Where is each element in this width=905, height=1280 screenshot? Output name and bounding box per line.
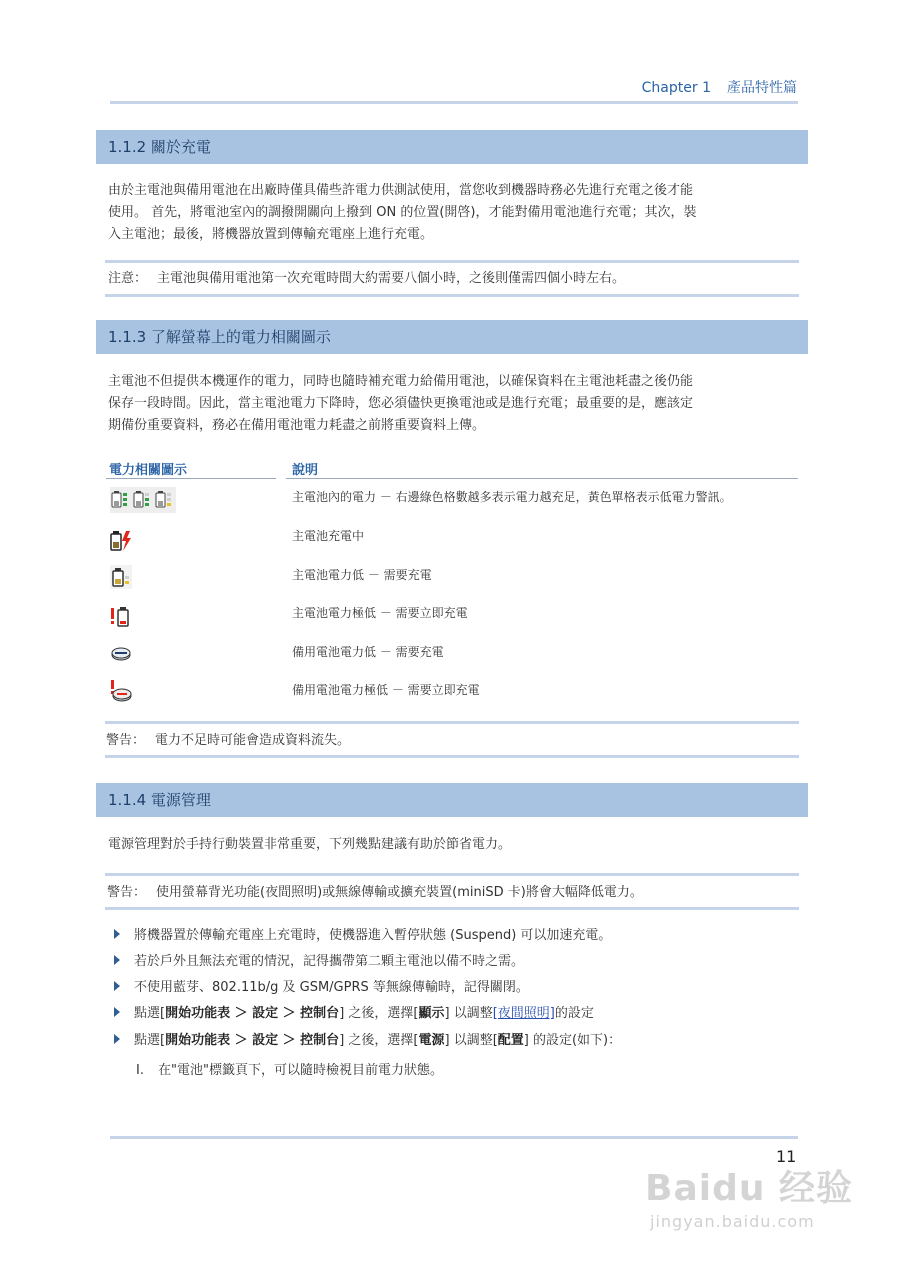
menu-path: 開始功能表 ＞ 設定 ＞ 控制台 xyxy=(165,1006,340,1021)
battery-very-low-icon xyxy=(110,605,132,633)
sub-list-item xyxy=(136,1059,443,1078)
battery-levels-icon xyxy=(110,487,176,517)
watermark-url: jingyan.baidu.com xyxy=(650,1212,815,1231)
section-1-1-3-body xyxy=(108,371,800,437)
bullet-text: ] 之後，選擇[ xyxy=(339,1033,419,1048)
battery-charging-icon xyxy=(110,529,132,557)
header-rule xyxy=(110,101,798,104)
bullet-text: 的設定 xyxy=(554,1006,594,1021)
watermark-logo: Baidu 经验 xyxy=(645,1168,854,1209)
table-header-desc: 說明 xyxy=(292,463,319,478)
body-line: 入主電池；最後，將機器放置到傳輸充電座上進行充電。 xyxy=(108,227,434,242)
bullet-arrow-icon xyxy=(114,929,120,939)
row-desc: 備用電池電力低 － 需要充電 xyxy=(292,645,444,659)
section-title-1-1-4: 1.1.4 電源管理 xyxy=(96,783,808,817)
backup-battery-low-icon xyxy=(110,642,132,668)
menu-item: 配置 xyxy=(497,1033,524,1048)
section-1-1-4-intro: 電源管理對於手持行動裝置非常重要，下列幾點建議有助於節省電力。 xyxy=(108,837,512,852)
bullet-text: 點選[ xyxy=(134,1033,166,1048)
page-number: 11 xyxy=(776,1147,797,1166)
row-desc: 主電池電力低 － 需要充電 xyxy=(292,568,432,582)
body-line: 主電池不但提供本機運作的電力，同時也隨時補充電力給備用電池，以確保資料在主電池耗盡之後仍能 xyxy=(108,374,694,389)
sub-list-number: I. xyxy=(136,1063,144,1078)
bullet-text: ] 以調整[ xyxy=(444,1033,498,1048)
sub-list-text: 在"電池"標籤頁下，可以隨時檢視目前電力狀態。 xyxy=(158,1063,443,1078)
bullet-arrow-icon xyxy=(114,955,120,965)
bullet-item xyxy=(114,1002,594,1021)
bullet-text: ] 的設定(如下)： xyxy=(523,1033,622,1048)
chapter-title: 產品特性篇 xyxy=(727,80,797,96)
bullet-text: 點選[ xyxy=(134,1006,166,1021)
power-warning xyxy=(105,721,799,758)
menu-path: 開始功能表 ＞ 設定 ＞ 控制台 xyxy=(165,1033,340,1048)
warning-text: 電力不足時可能會造成資料流失。 xyxy=(155,733,351,748)
row-desc: 主電池內的電力 － 右邊綠色格數越多表示電力越充足，黃色單格表示低電力警訊。 xyxy=(292,490,732,504)
bullet-item xyxy=(114,1029,621,1048)
row-desc: 主電池電力極低 － 需要立即充電 xyxy=(292,606,468,620)
table-header-rule xyxy=(106,478,276,479)
backup-battery-very-low-icon xyxy=(110,679,132,707)
bullet-arrow-icon xyxy=(114,1034,120,1044)
bullet-text: 將機器置於傳輸充電座上充電時，使機器進入暫停狀態 (Suspend) 可以加速充電。 xyxy=(134,928,612,943)
bullet-text: ] 以調整 xyxy=(444,1006,493,1021)
chapter-header xyxy=(642,77,797,97)
section-title-1-1-2: 1.1.2 關於充電 xyxy=(96,130,808,164)
body-line: 期備份重要資料，務必在備用電池電力耗盡之前將重要資料上傳。 xyxy=(108,418,486,433)
power-mgmt-warning xyxy=(105,873,799,910)
table-header-rule xyxy=(286,478,798,479)
section-title-1-1-3: 1.1.3 了解螢幕上的電力相關圖示 xyxy=(96,320,808,354)
body-line: 使用。 首先，將電池室內的調撥開關向上撥到 ON 的位置(開啓)，才能對備用電池進行充電；其次，裝 xyxy=(108,205,697,220)
charge-note xyxy=(105,260,799,297)
battery-low-icon xyxy=(110,565,132,593)
footer-rule xyxy=(110,1136,798,1139)
bullet-arrow-icon xyxy=(114,981,120,991)
body-line: 保存一段時間。因此，當主電池電力下降時，您必須儘快更換電池或是進行充電；最重要的是，應該定 xyxy=(108,396,694,411)
night-light-link[interactable]: [夜間照明] xyxy=(492,1006,555,1021)
body-line: 由於主電池與備用電池在出廠時僅具備些許電力供測試使用，當您收到機器時務必先進行充電之後才能 xyxy=(108,183,694,198)
warning-label: 警告： xyxy=(107,885,147,900)
chapter-label: Chapter 1 xyxy=(641,80,711,96)
menu-item: 電源 xyxy=(418,1033,445,1048)
note-label: 注意： xyxy=(108,271,148,286)
table-header-icon: 電力相關圖示 xyxy=(109,463,188,478)
bullet-text: 若於戶外且無法充電的情況，記得攜帶第二顆主電池以備不時之需。 xyxy=(134,954,525,969)
row-desc: 主電池充電中 xyxy=(292,529,365,543)
warning-label: 警告： xyxy=(106,733,146,748)
bullet-text: 不使用藍芽、802.11b/g 及 GSM/GPRS 等無線傳輸時，記得關閉。 xyxy=(134,980,529,995)
bullet-arrow-icon xyxy=(114,1007,120,1017)
bullet-item xyxy=(114,950,524,969)
bullet-text: ] 之後，選擇[ xyxy=(339,1006,419,1021)
section-1-1-2-body xyxy=(108,180,800,246)
bullet-item xyxy=(114,924,611,943)
warning-text: 使用螢幕背光功能(夜間照明)或無線傳輸或擴充裝置(miniSD 卡)將會大幅降低電力。 xyxy=(156,885,643,900)
bullet-item xyxy=(114,976,529,995)
row-desc: 備用電池電力極低 － 需要立即充電 xyxy=(292,683,480,697)
menu-item: 顯示 xyxy=(418,1006,445,1021)
note-text: 主電池與備用電池第一次充電時間大約需要八個小時，之後則僅需四個小時左右。 xyxy=(157,271,626,286)
